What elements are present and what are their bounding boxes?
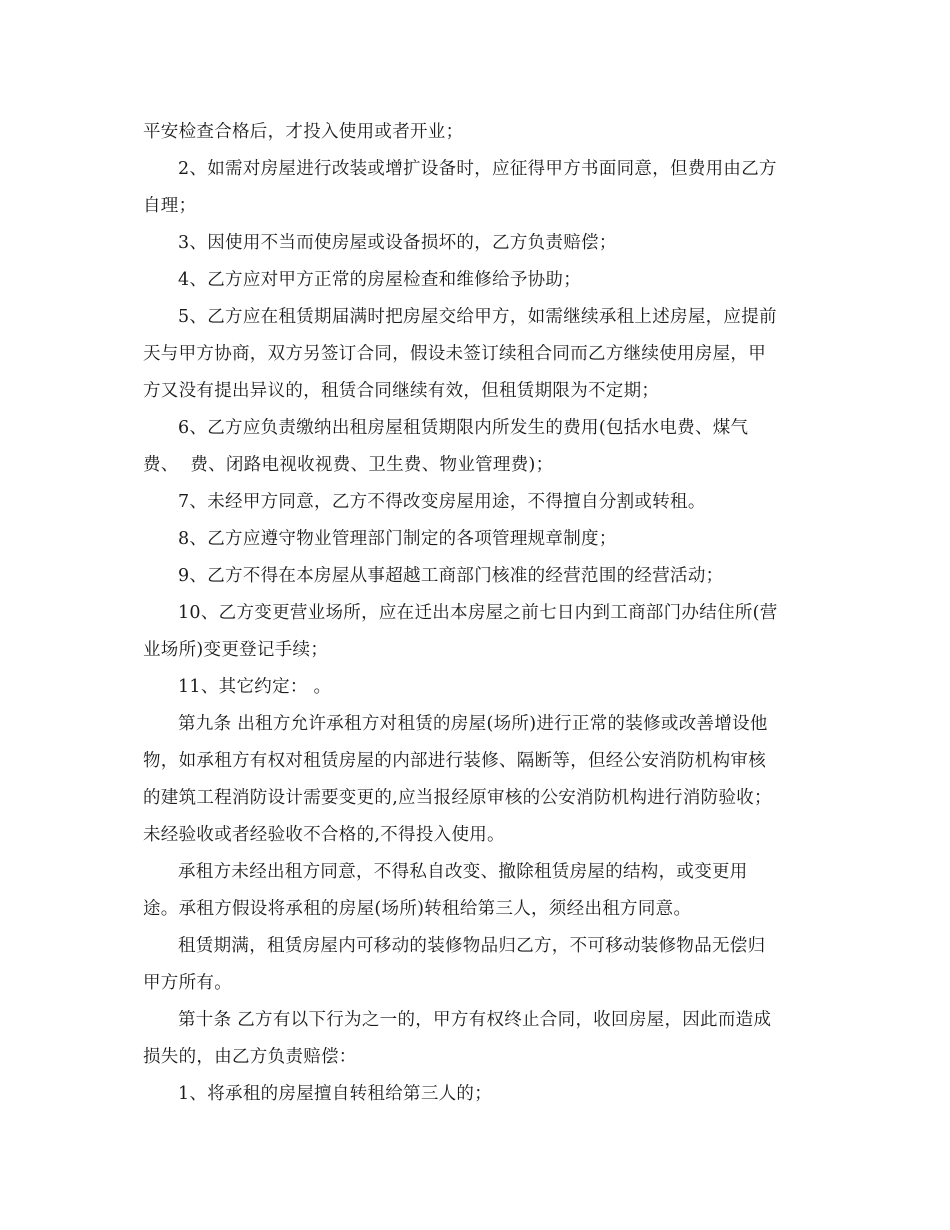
text-line: 7、未经甲方同意，乙方不得改变房屋用途，不得擅自分割或转租。 xyxy=(178,492,706,512)
text-line: 第九条 出租方允许承租方对租赁的房屋(场所)进行正常的装修或改善增设他 xyxy=(178,714,768,734)
text-line: 物，如承租方有权对租赁房屋的内部进行装修、隔断等，但经公安消防机构审核 xyxy=(143,751,766,771)
text-line: 自理； xyxy=(143,196,197,216)
text-line: 10、乙方变更营业场所，应在迁出本房屋之前七日内到工商部门办结住所(营 xyxy=(178,603,778,623)
text-line: 业场所)变更登记手续； xyxy=(143,640,329,660)
text-line: 承租方未经出租方同意，不得私自改变、撤除租赁房屋的结构，或变更用 xyxy=(178,862,748,882)
text-line: 4、乙方应对甲方正常的房屋检查和维修给予协助； xyxy=(178,270,582,290)
document-body xyxy=(143,119,813,1118)
text-line: 11、其它约定： 。 xyxy=(178,677,332,697)
text-line: 1、将承租的房屋擅自转租给第三人的； xyxy=(178,1084,493,1104)
text-line: 3、因使用不当而使房屋或设备损坏的，乙方负责赔偿； xyxy=(178,233,617,253)
text-line: 5、乙方应在租赁期届满时把房屋交给甲方，如需继续承租上述房屋，应提前 xyxy=(178,307,777,327)
text-line: 第十条 乙方有以下行为之一的，甲方有权终止合同，收回房屋，因此而造成 xyxy=(178,1010,772,1030)
text-line: 2、如需对房屋进行改装或增扩设备时，应征得甲方书面同意，但费用由乙方 xyxy=(178,159,777,179)
text-line: 损失的，由乙方负责赔偿： xyxy=(143,1047,357,1067)
text-line: 的建筑工程消防设计需要变更的,应当报经原审核的公安消防机构进行消防验收； xyxy=(143,788,772,808)
text-line: 途。承租方假设将承租的房屋(场所)转租给第三人，须经出租方同意。 xyxy=(143,899,692,919)
text-line: 未经验收或者经验收不合格的,不得投入使用。 xyxy=(143,825,505,845)
text-line: 甲方所有。 xyxy=(143,973,232,993)
text-line: 天与甲方协商，双方另签订合同，假设未签订续租合同而乙方继续使用房屋，甲 xyxy=(143,344,766,364)
text-line: 方又没有提出异议的，租赁合同继续有效，但租赁期限为不定期； xyxy=(143,381,660,401)
text-line: 9、乙方不得在本房屋从事超越工商部门核准的经营范围的经营活动； xyxy=(178,566,724,586)
text-line: 租赁期满，租赁房屋内可移动的装修物品归乙方，不可移动装修物品无偿归 xyxy=(178,936,766,956)
text-line: 平安检查合格后，才投入使用或者开业； xyxy=(143,122,464,142)
text-line: 费、 费、闭路电视收视费、卫生费、物业管理费)； xyxy=(143,455,554,475)
text-line: 8、乙方应遵守物业管理部门制定的各项管理规章制度； xyxy=(178,529,617,549)
text-line: 6、乙方应负责缴纳出租房屋租赁期限内所发生的费用(包括水电费、煤气 xyxy=(178,418,749,438)
